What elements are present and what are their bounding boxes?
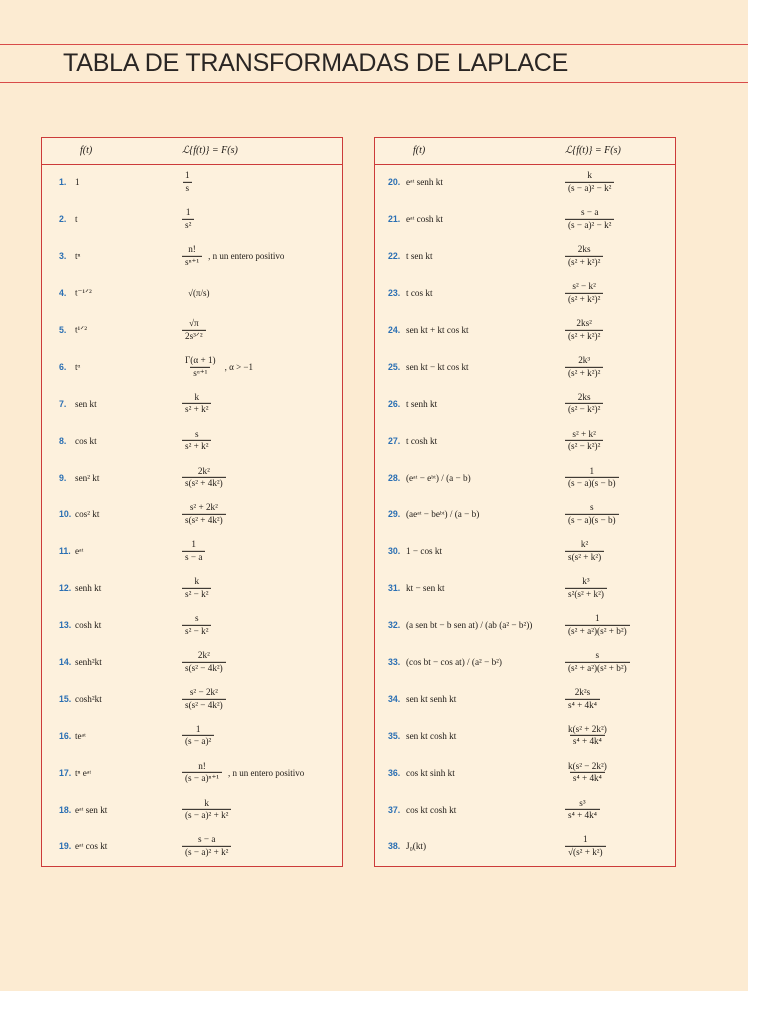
numerator: 1 (191, 539, 197, 550)
fraction (565, 393, 603, 415)
fraction (182, 319, 206, 341)
entry-number: 23. (388, 288, 401, 299)
function-ft: sen kt (75, 398, 97, 409)
transform-fs (565, 577, 613, 599)
entry-number: 31. (388, 583, 401, 594)
fraction (565, 614, 630, 636)
fraction (565, 319, 603, 341)
numerator: 1 (595, 612, 600, 623)
entry-number: 9. (59, 472, 67, 483)
numerator: k(s² − 2k²) (568, 760, 607, 771)
numerator: k (204, 797, 210, 808)
entry-number: 11. (59, 546, 71, 557)
function-ft: sen kt cosh kt (406, 730, 457, 741)
fraction (182, 171, 193, 193)
entry-number: 32. (388, 620, 401, 631)
table-body (42, 164, 342, 865)
transform-note: , α > −1 (224, 361, 253, 372)
transform-note: , n un entero positivo (208, 251, 285, 262)
transform-fs (565, 762, 616, 784)
function-ft: tⁿ (75, 251, 81, 262)
fraction (565, 577, 607, 599)
transform-fs (565, 208, 620, 230)
entry-number: 25. (388, 361, 401, 372)
table-row (375, 164, 675, 201)
numerator: 1 (185, 170, 190, 181)
transform-fs (182, 288, 209, 298)
table-row (42, 422, 342, 459)
fraction (182, 208, 194, 230)
title-top-rule (0, 44, 748, 45)
table-row (42, 754, 342, 791)
fraction (565, 171, 614, 193)
entry-number: 17. (59, 767, 72, 778)
denominator: s² (182, 219, 194, 231)
transform-fs (565, 319, 609, 341)
fraction (182, 540, 205, 562)
numerator: k(s² + 2k²) (568, 723, 607, 734)
table-body (375, 164, 675, 865)
numerator: k (194, 391, 200, 402)
numerator: s³ (579, 797, 586, 808)
fraction (182, 651, 226, 673)
numerator: 2ks (577, 244, 591, 255)
transform-fs (565, 282, 609, 304)
denominator: (s² + a²)(s² + b²) (565, 662, 630, 674)
table-row (42, 791, 342, 828)
fraction (182, 614, 211, 636)
table-row (375, 680, 675, 717)
table-row (42, 385, 342, 422)
fraction (182, 798, 231, 820)
transform-fs (182, 430, 217, 452)
numerator: 2k² (197, 649, 210, 660)
transform-fs (565, 356, 609, 378)
denominator: s⁴ + 4k⁴ (570, 735, 605, 747)
denominator: s⁴ + 4k⁴ (565, 698, 600, 710)
denominator: sⁿ⁺¹ (182, 256, 202, 268)
transform-fs (182, 356, 253, 378)
transform-fs (565, 393, 609, 415)
denominator: (s − a)ⁿ⁺¹ (182, 772, 222, 784)
denominator: s² + k² (182, 403, 211, 415)
function-ft: cos² kt (75, 509, 100, 520)
transform-fs (182, 835, 237, 857)
fraction (182, 577, 211, 599)
denominator: (s − a)² + k² (182, 846, 231, 858)
entry-number: 8. (59, 435, 67, 446)
column-header-ft: f(t) (80, 145, 93, 156)
fraction (182, 245, 202, 267)
transform-fs (182, 762, 304, 784)
function-ft: (eᵃᵗ − eᵇᵗ) / (a − b) (406, 472, 471, 483)
transform-fs (565, 835, 612, 857)
table-row (375, 422, 675, 459)
entry-number: 3. (59, 251, 67, 262)
entry-number: 4. (59, 288, 67, 299)
function-ft: 1 − cos kt (406, 546, 443, 557)
function-ft: cos kt sinh kt (406, 767, 455, 778)
transform-fs (565, 725, 616, 747)
table-row (375, 717, 675, 754)
numerator: 2ks² (576, 317, 592, 328)
denominator: (s − a)(s − b) (565, 477, 619, 489)
entry-number: 24. (388, 325, 401, 335)
function-ft: (cos bt − cos at) / (a² − b²) (406, 657, 502, 668)
function-ft: J₀(kt) (406, 841, 427, 852)
entry-number: 16. (59, 730, 72, 741)
transform-fs (565, 614, 636, 636)
table-row (375, 275, 675, 312)
fraction (565, 835, 606, 857)
numerator: 1 (589, 465, 595, 476)
entry-number: 2. (59, 214, 67, 225)
table-row (42, 644, 342, 681)
table-header (375, 138, 675, 165)
entry-number: 14. (59, 657, 72, 668)
denominator: s²(s² + k²) (565, 588, 607, 600)
table-row (375, 238, 675, 275)
table-header (42, 138, 342, 165)
table-row (42, 164, 342, 201)
denominator: (s − a)² − k² (565, 182, 614, 194)
function-ft: t (75, 214, 78, 225)
denominator: sᵅ⁺¹ (190, 366, 210, 378)
entry-number: 30. (388, 546, 401, 557)
entry-number: 26. (388, 398, 401, 409)
fraction (565, 466, 619, 488)
table-row (375, 607, 675, 644)
denominator: 2s³ᐟ² (182, 330, 206, 342)
numerator: Γ(α + 1) (185, 354, 216, 365)
transform-fs (182, 798, 237, 820)
entry-number: 20. (388, 177, 401, 188)
transform-fs (182, 577, 217, 599)
denominator: s(s² + k²) (565, 551, 604, 563)
denominator: (s² + k²)² (565, 330, 603, 342)
table-row (42, 459, 342, 496)
entry-number: 36. (388, 767, 401, 778)
function-ft: t senh kt (406, 398, 438, 409)
table-row (42, 238, 342, 275)
transform-fs (565, 651, 636, 673)
denominator: (s² + a²)(s² + b²) (565, 625, 630, 637)
function-ft: eᵃᵗ sen kt (75, 804, 108, 815)
entry-number: 5. (59, 325, 67, 335)
fraction (565, 356, 603, 378)
numerator: s² − k² (572, 280, 596, 291)
entry-number: 35. (388, 730, 401, 741)
table-row (375, 348, 675, 385)
denominator: s − a (182, 551, 205, 563)
denominator: (s² + k²)² (565, 293, 603, 305)
entry-number: 13. (59, 620, 72, 631)
function-ft: senh²kt (75, 657, 102, 668)
numerator: 2k³ (578, 354, 591, 365)
numerator: 1 (185, 207, 191, 218)
table-row (375, 828, 675, 865)
function-ft: sen kt − kt cos kt (406, 361, 469, 372)
denominator: (s² − k²)² (565, 440, 603, 452)
page-title: TABLA DE TRANSFORMADAS DE LAPLACE (63, 49, 569, 77)
function-ft: t cosh kt (406, 435, 438, 446)
function-ft: cos kt cosh kt (406, 804, 457, 815)
transform-note: , n un entero positivo (228, 767, 305, 778)
table-row (42, 680, 342, 717)
transform-fs (565, 540, 610, 562)
denominator: (s − a)² (182, 735, 214, 747)
function-ft: (aeᵃᵗ − beᵇᵗ) / (a − b) (406, 509, 480, 520)
denominator: s(s² − 4k²) (182, 662, 226, 674)
function-ft: eᵃᵗ cosh kt (406, 214, 443, 225)
transform-fs (182, 466, 232, 488)
entry-number: 27. (388, 435, 401, 446)
table-row (42, 348, 342, 385)
numerator: 2ks (577, 391, 591, 402)
transform-fs (182, 503, 232, 525)
transform-note: √(π/s) (188, 288, 210, 299)
denominator: s² + k² (182, 440, 211, 452)
transform-fs (565, 466, 625, 488)
denominator: s (183, 182, 193, 194)
entry-number: 1. (59, 177, 67, 188)
entry-number: 33. (388, 657, 401, 668)
table-row (375, 312, 675, 349)
fraction (565, 208, 614, 230)
function-ft: tⁿ eᵃᵗ (75, 767, 92, 778)
entry-number: 19. (59, 841, 72, 852)
denominator: (s − a)² − k² (565, 219, 614, 231)
numerator: √π (188, 317, 199, 328)
fraction (182, 356, 219, 378)
numerator: s (595, 649, 600, 660)
entry-number: 7. (59, 398, 67, 409)
entry-number: 38. (388, 841, 401, 852)
table-row (375, 791, 675, 828)
numerator: s (194, 612, 199, 623)
transform-fs (565, 171, 620, 193)
fraction (565, 651, 630, 673)
denominator: s(s² + 4k²) (182, 514, 226, 526)
function-ft: t sen kt (406, 251, 433, 262)
table-row (375, 385, 675, 422)
numerator: s (590, 502, 594, 513)
numerator: s² − 2k² (189, 686, 218, 697)
entry-number: 29. (388, 509, 401, 520)
table-row (42, 570, 342, 607)
function-ft: sen kt senh kt (406, 693, 457, 704)
table-row (375, 644, 675, 681)
denominator: (s² + k²)² (565, 256, 603, 268)
denominator: s⁴ + 4k⁴ (565, 809, 600, 821)
table-row (375, 496, 675, 533)
transform-fs (565, 430, 609, 452)
denominator: (s² − k²)² (565, 403, 603, 415)
transform-fs (565, 798, 606, 820)
function-ft: tᵅ (75, 361, 81, 372)
transform-fs (182, 319, 212, 341)
fraction (565, 762, 610, 784)
entry-number: 22. (388, 251, 401, 262)
table-row (42, 828, 342, 865)
function-ft: t¹ᐟ² (75, 324, 87, 335)
table-row (375, 533, 675, 570)
column-header-ft: f(t) (413, 145, 426, 156)
numerator: k (194, 576, 200, 587)
function-ft: 1 (75, 177, 80, 188)
transform-fs (565, 503, 625, 525)
numerator: s − a (198, 834, 216, 845)
fraction (182, 762, 222, 784)
function-ft: sen kt + kt cos kt (406, 325, 469, 335)
function-ft: cosh kt (75, 620, 102, 631)
function-ft: teᵃᵗ (75, 730, 86, 741)
transform-fs (565, 245, 609, 267)
numerator: k² (580, 539, 589, 550)
denominator: s⁴ + 4k⁴ (570, 772, 605, 784)
table-row (375, 754, 675, 791)
fraction (182, 503, 226, 525)
numerator: n! (188, 244, 196, 255)
numerator: s − a (581, 207, 599, 218)
entry-number: 21. (388, 214, 401, 225)
transform-fs (182, 725, 220, 747)
column-header-fs: ℒ{f(t)} = F(s) (565, 145, 621, 156)
fraction (565, 688, 600, 710)
table-row (42, 717, 342, 754)
table-row (42, 607, 342, 644)
fraction (565, 245, 603, 267)
entry-number: 18. (59, 804, 72, 815)
fraction (182, 688, 226, 710)
function-ft: eᵃᵗ senh kt (406, 177, 443, 188)
function-ft: senh kt (75, 583, 102, 594)
denominator: (s² + k²)² (565, 366, 603, 378)
fraction (565, 503, 619, 525)
function-ft: eᵃᵗ (75, 546, 84, 557)
function-ft: cos kt (75, 435, 97, 446)
table-row (375, 459, 675, 496)
numerator: 2k² (197, 465, 210, 476)
numerator: s (194, 428, 199, 439)
entry-number: 37. (388, 804, 401, 815)
column-header-fs: ℒ{f(t)} = F(s) (182, 145, 238, 156)
function-ft: t cos kt (406, 288, 433, 299)
fraction (565, 798, 600, 820)
transform-fs (182, 540, 211, 562)
right-table (374, 137, 676, 867)
entry-number: 15. (59, 693, 72, 704)
title-bottom-rule (0, 82, 748, 83)
numerator: 1 (195, 723, 201, 734)
table-row (42, 496, 342, 533)
fraction (565, 282, 603, 304)
table-row (42, 533, 342, 570)
denominator: √(s² + k²) (565, 846, 606, 858)
function-ft: t⁻¹ᐟ² (75, 287, 92, 298)
function-ft: sen² kt (75, 472, 100, 483)
fraction (182, 393, 211, 415)
function-ft: eᵃᵗ cos kt (75, 841, 108, 852)
entry-number: 28. (388, 472, 401, 483)
transform-fs (182, 393, 217, 415)
numerator: k³ (582, 576, 590, 587)
entry-number: 6. (59, 361, 67, 372)
transform-fs (182, 208, 200, 230)
fraction (565, 430, 603, 452)
fraction (565, 540, 604, 562)
transform-fs (182, 171, 199, 193)
transform-fs (182, 688, 232, 710)
denominator: s² − k² (182, 588, 211, 600)
numerator: s² + 2k² (189, 502, 218, 513)
transform-fs (565, 688, 606, 710)
table-row (42, 312, 342, 349)
left-table (41, 137, 343, 867)
entry-number: 12. (59, 583, 72, 594)
fraction (182, 725, 214, 747)
function-ft: kt − sen kt (406, 583, 445, 594)
fraction (565, 725, 610, 747)
numerator: 1 (583, 834, 588, 845)
entry-number: 34. (388, 693, 401, 704)
function-ft: (a sen bt − b sen at) / (ab (a² − b²)) (406, 620, 533, 631)
transform-fs (182, 614, 217, 636)
denominator: s(s² + 4k²) (182, 477, 226, 489)
numerator: k (587, 170, 593, 181)
denominator: s² − k² (182, 625, 211, 637)
fraction (182, 835, 231, 857)
table-row (42, 275, 342, 312)
table-row (375, 570, 675, 607)
numerator: s² + k² (572, 428, 596, 439)
numerator: 2k²s (574, 686, 591, 697)
transform-fs (182, 651, 232, 673)
denominator: (s − a)(s − b) (565, 514, 619, 526)
table-row (42, 201, 342, 238)
table-row (375, 201, 675, 238)
numerator: n! (198, 760, 206, 771)
fraction (182, 466, 226, 488)
denominator: (s − a)² + k² (182, 809, 231, 821)
fraction (182, 430, 211, 452)
function-ft: cosh²kt (75, 693, 102, 704)
denominator: s(s² − 4k²) (182, 698, 226, 710)
entry-number: 10. (59, 509, 72, 520)
transform-fs (182, 245, 284, 267)
